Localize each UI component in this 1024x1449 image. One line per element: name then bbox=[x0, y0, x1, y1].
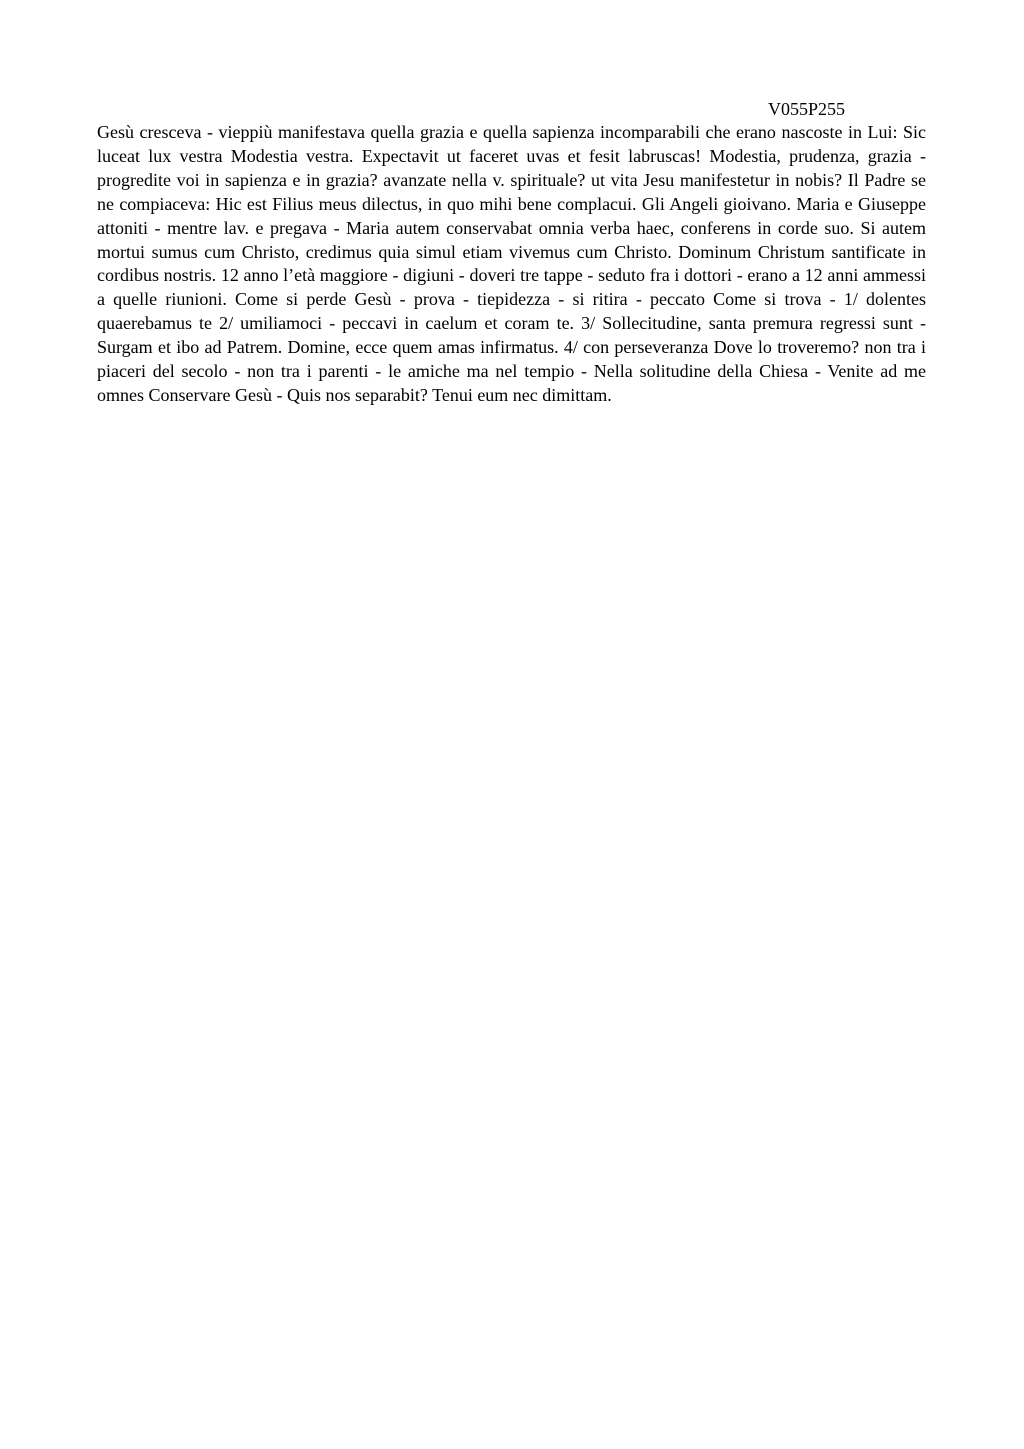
body-paragraph: Gesù cresceva - vieppiù manifestava quella grazia e quella sapienza incomparabili che erano nascoste in Lui: Sic luceat lux vestra Modestia vestra. Expectavit ut faceret uvas et fesit labruscas! Modestia, prudenza, grazia - progredite voi in sapienza e in grazia? avanzate nella v. spirituale? ut vita Jesu manifestetur in nobis? Il Padre se ne compiaceva: Hic est Filius meus dilectus, in quo mihi bene complacui. Gli Angeli gioivano. Maria e Giuseppe attoniti - mentre lav. e pregava - Maria autem conservabat omnia verba haec, conferens in corde suo. Si autem mortui sumus cum Christo, credimus quia simul etiam vivemus cum Christo. Dominum Christum santificate in cordibus nostris. 12 anno l’età maggiore - digiuni - doveri tre tappe - seduto fra i dottori - erano a 12 anni ammessi a quelle riunioni. Come si perde Gesù - prova - tiepidezza - si ritira - peccato Come si trova - 1/ dolentes quaerebamus te 2/ umiliamoci - peccavi in caelum et coram te. 3/ Sollecitudine, santa premura regressi sunt - Surgam et ibo ad Patrem. Domine, ecce quem amas infirmatus. 4/ con perseveranza Dove lo troveremo? non tra i piaceri del secolo - non tra i parenti - le amiche ma nel tempio - Nella solitudine della Chiesa - Venite ad me omnes Conservare Gesù - Quis nos separabit? Tenui eum nec dimittam. bbox=[97, 122, 926, 405]
page-identifier: V055P255 bbox=[768, 99, 846, 119]
